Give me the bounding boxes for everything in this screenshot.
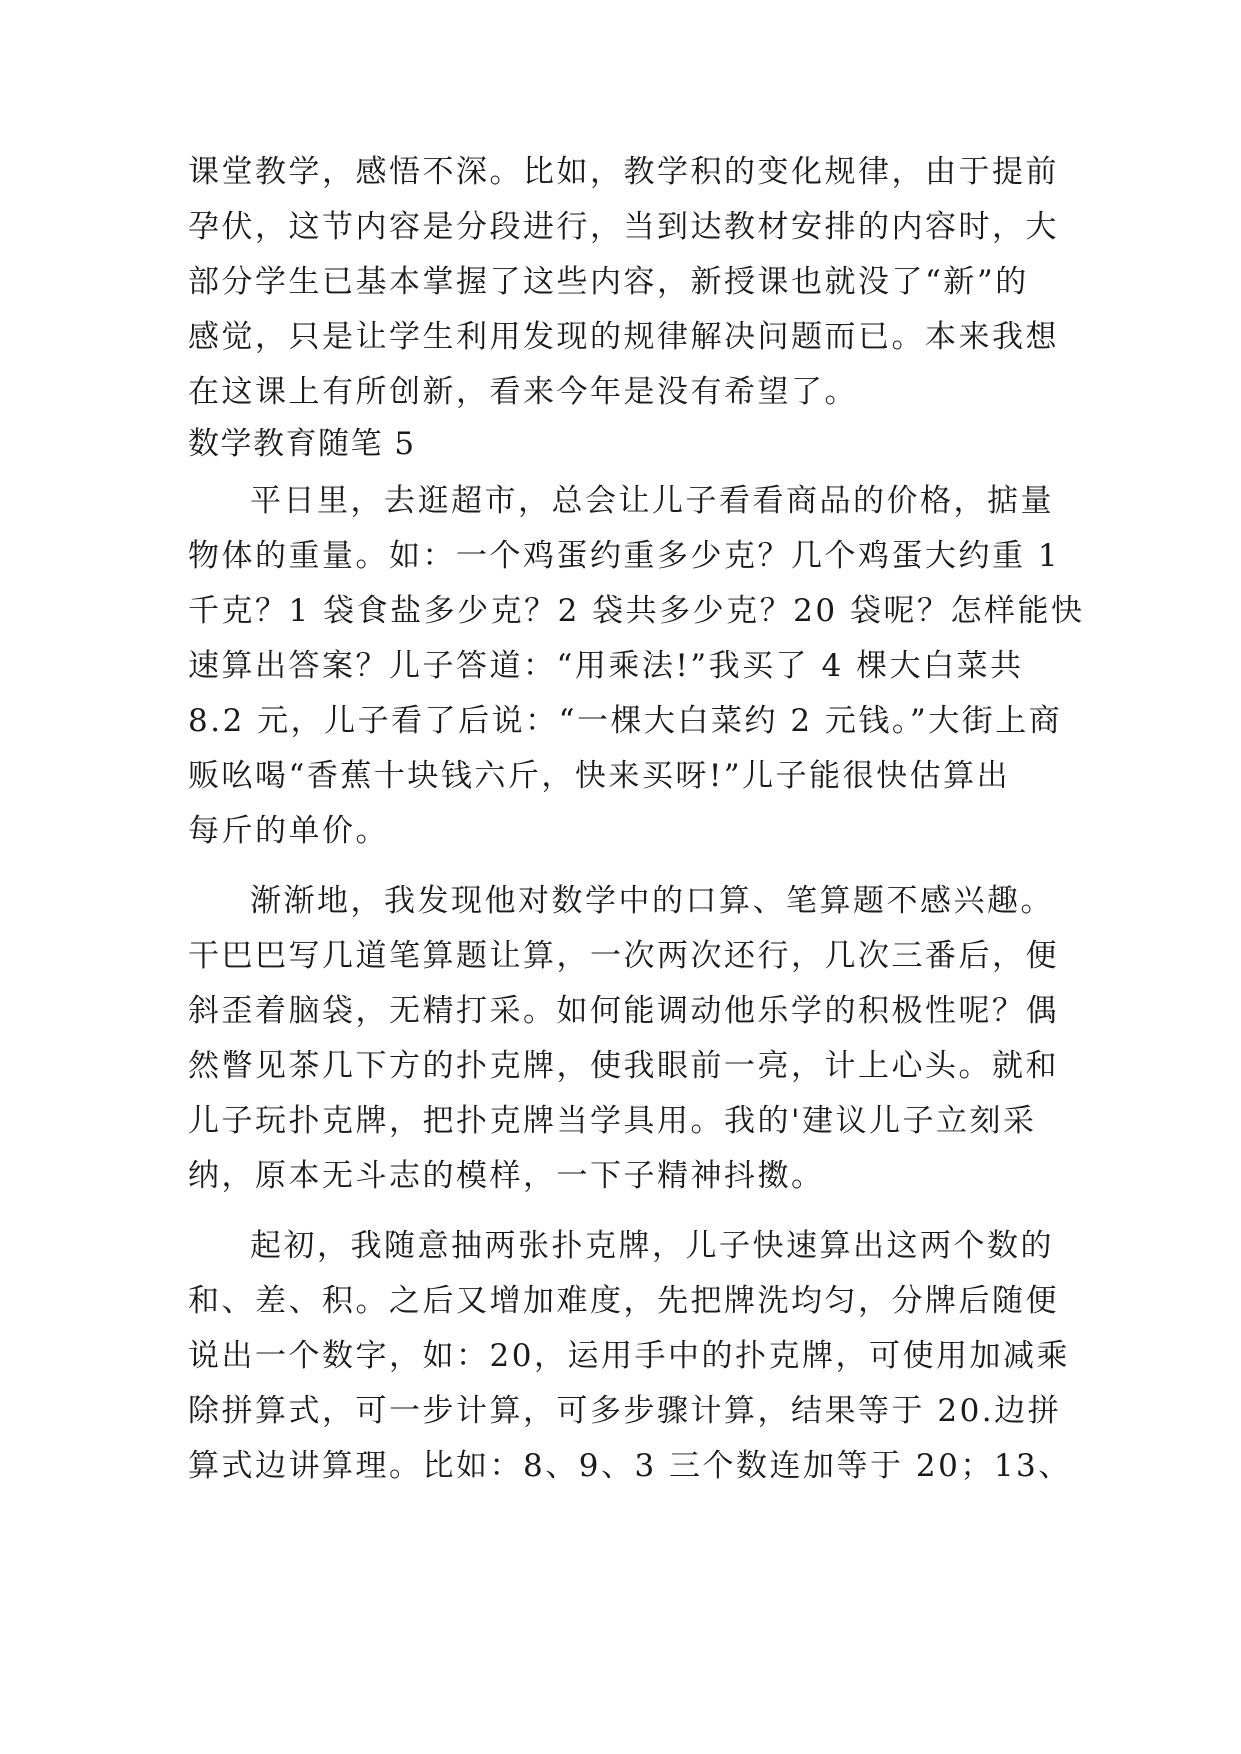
text-line: 纳，原本无斗志的模样，一下子精神抖擞。 [188,1158,825,1194]
text-line: 和、差、积。之后又增加难度，先把牌洗均匀，分牌后随便 [188,1283,1059,1319]
text-line: 部分学生已基本掌握了这些内容，新授课也就没了“新”的 [188,264,1029,300]
text-line: 起初，我随意抽两张扑克牌，儿子快速算出这两个数的 [250,1228,1054,1264]
text-line: 千克？1 袋食盐多少克？2 袋共多少克？20 袋呢？怎样能快 [188,593,1085,629]
text-line: 渐渐地，我发现他对数学中的口算、笔算题不感兴趣。 [250,883,1054,919]
text-line: 速算出答案？儿子答道：“用乘法!”我买了 4 棵大白菜共 [188,648,1024,684]
text-line: 说出一个数字，如：20，运用手中的扑克牌，可使用加减乘 [188,1338,1070,1374]
text-line: 课堂教学，感悟不深。比如，教学积的变化规律，由于提前 [188,154,1059,190]
text-line: 斜歪着脑袋，无精打采。如何能调动他乐学的积极性呢？偶 [188,993,1059,1029]
text-line: 除拼算式，可一步计算，可多步骤计算，结果等于 20.边拼 [188,1393,1062,1429]
text-line: 孕伏，这节内容是分段进行，当到达教材安排的内容时，大 [188,209,1059,245]
text-line: 平日里，去逛超市，总会让儿子看看商品的价格，掂量 [250,483,1054,519]
text-line: 贩吆喝“香蕉十块钱六斤，快来买呀!”儿子能很快估算出 [188,758,1011,794]
text-line: 每斤的单价。 [188,813,389,849]
text-line: 干巴巴写几道笔算题让算，一次两次还行，几次三番后，便 [188,938,1059,974]
text-line: 物体的重量。如：一个鸡蛋约重多少克？几个鸡蛋大约重 1 [188,538,1061,574]
text-line: 儿子玩扑克牌，把扑克牌当学具用。我的'建议儿子立刻采 [188,1103,1037,1139]
text-line: 算式边讲算理。比如：8、9、3 三个数连加等于 20；13、 [188,1448,1072,1484]
text-line: 感觉，只是让学生利用发现的规律解决问题而已。本来我想 [188,319,1059,355]
text-line: 8.2 元，儿子看了后说：“一棵大白菜约 2 元钱。”大街上商 [188,703,1063,739]
section-heading: 数学教育随笔 5 [188,426,416,462]
text-line: 在这课上有所创新，看来今年是没有希望了。 [188,374,858,410]
text-line: 然瞥见茶几下方的扑克牌，使我眼前一亮，计上心头。就和 [188,1048,1059,1084]
